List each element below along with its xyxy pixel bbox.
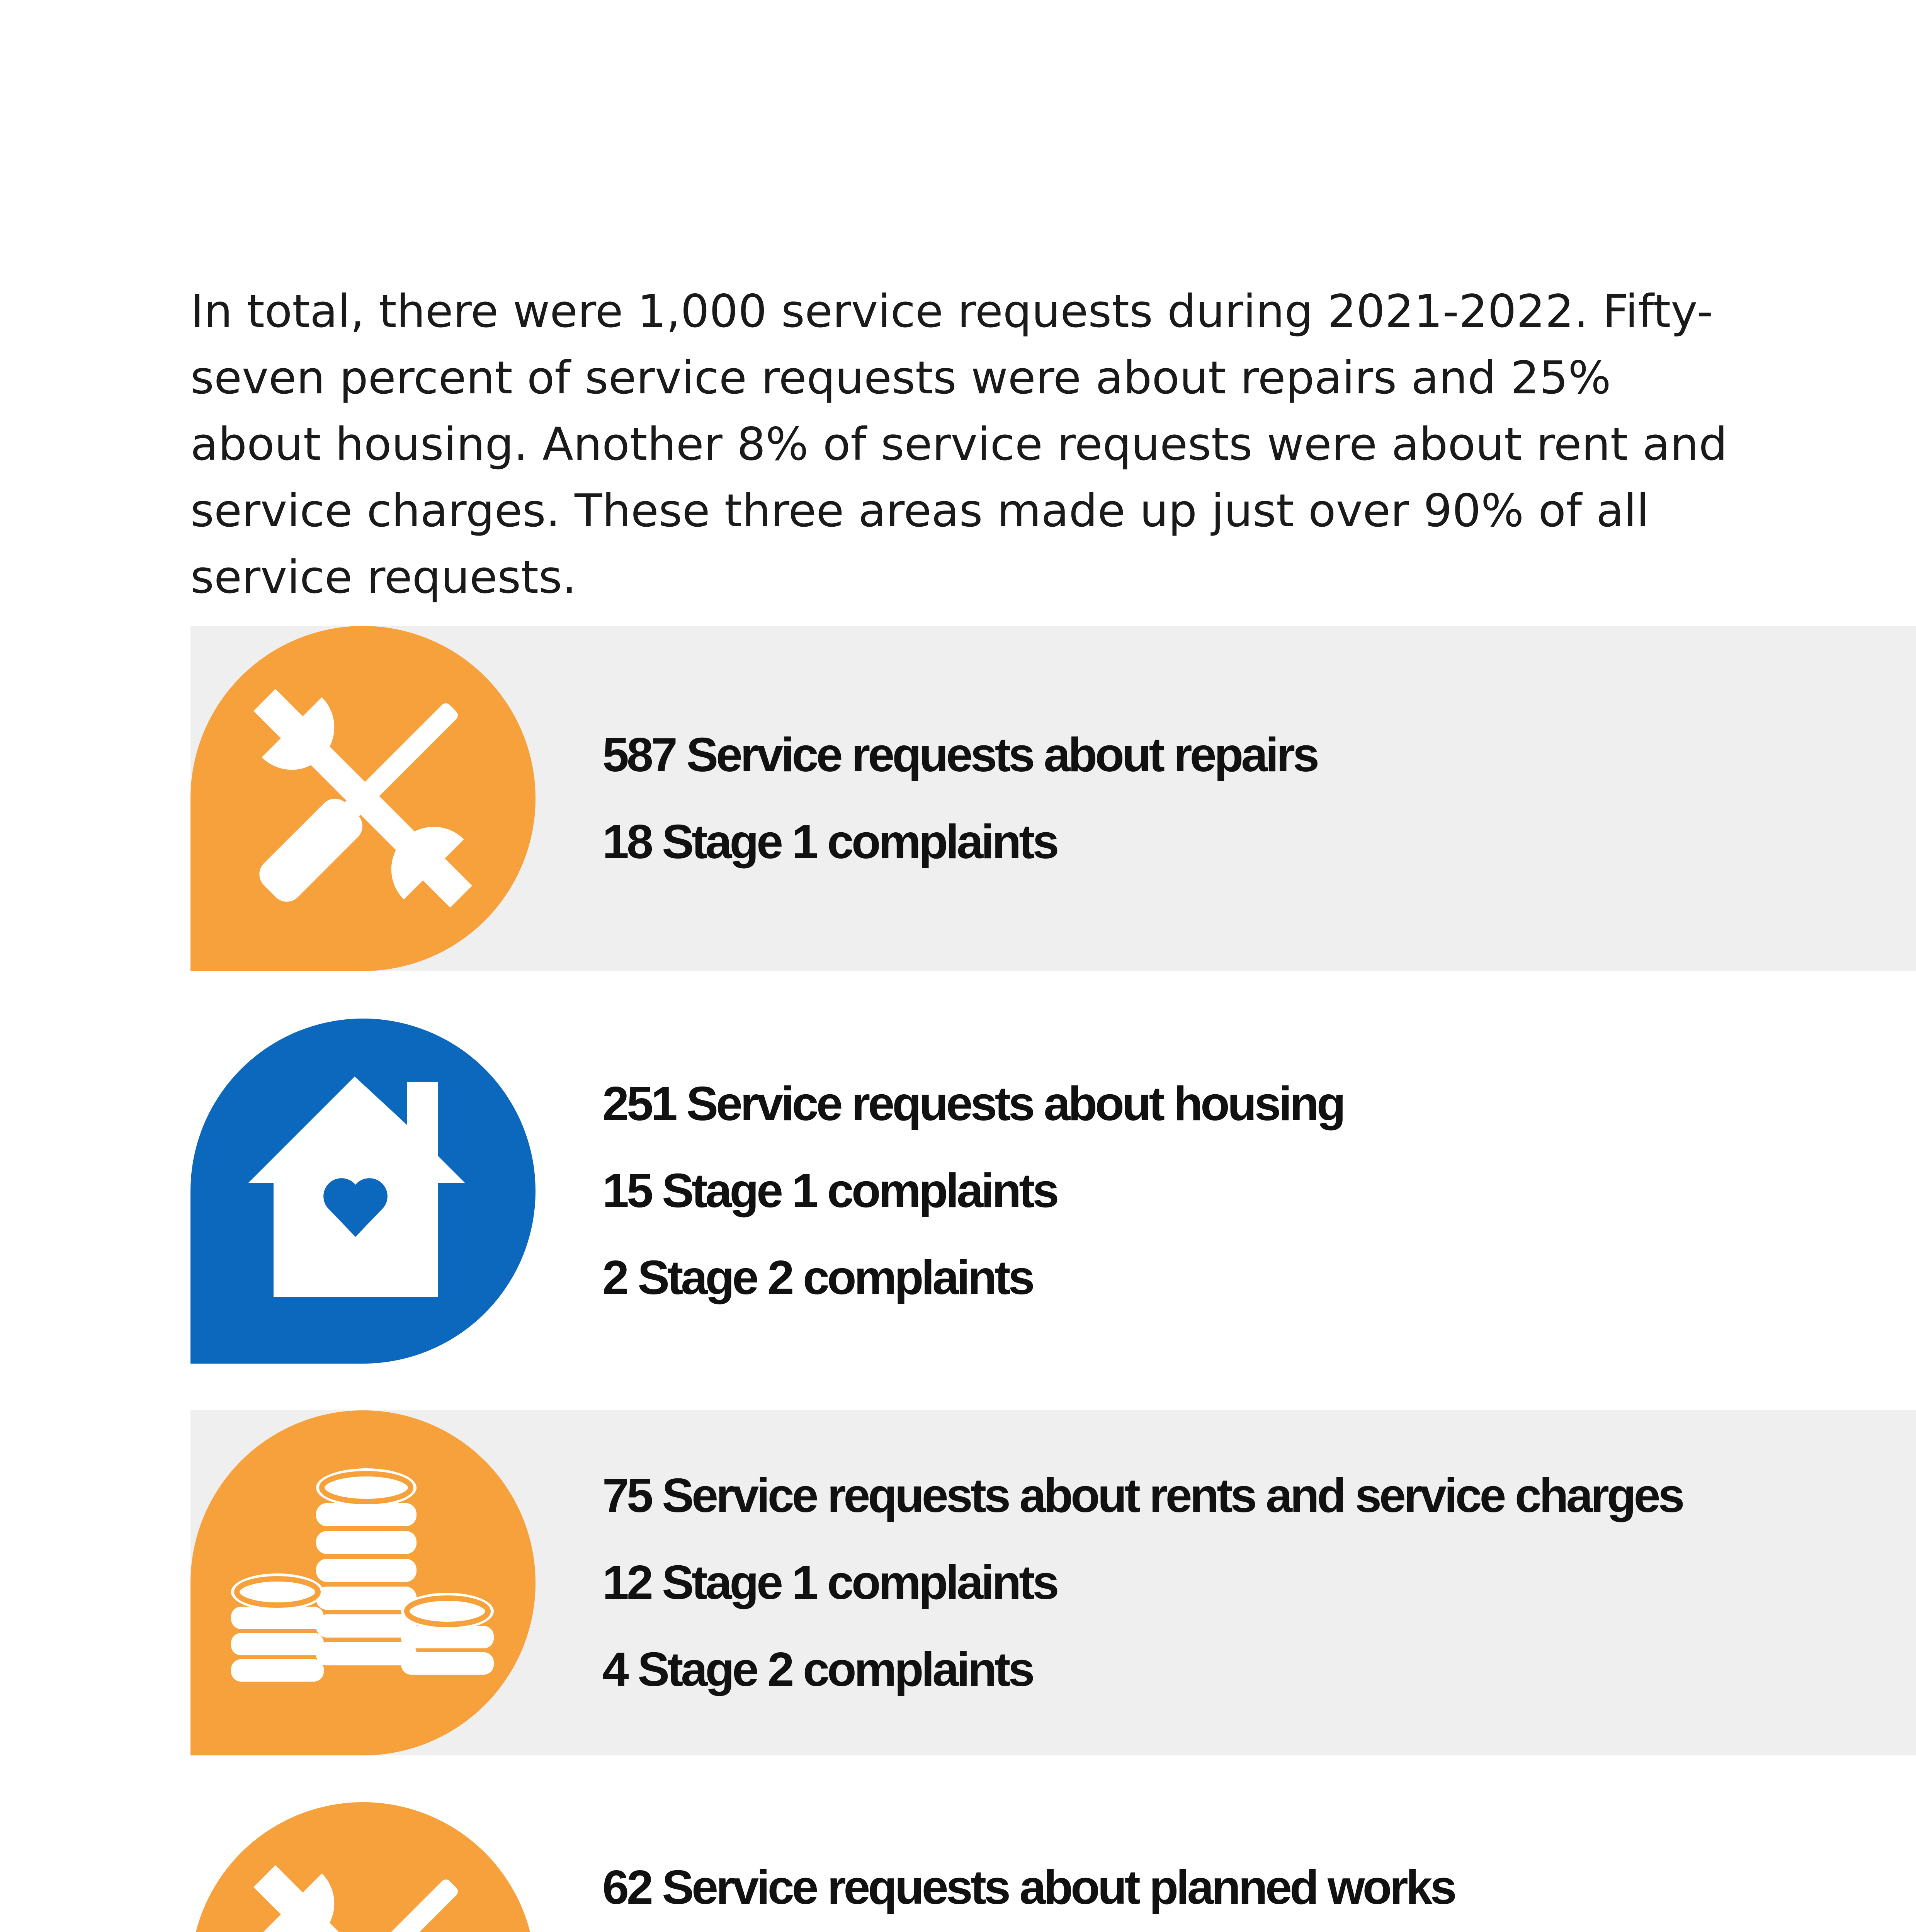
category-repairs xyxy=(190,626,1916,971)
stage2-complaints-text: 4 Stage 2 complaints xyxy=(602,1643,1033,1696)
house-heart-icon xyxy=(190,1019,536,1364)
category-rents xyxy=(190,1410,1916,1755)
intro-paragraph: In total, there were 1,000 service requests during 2021-2022. Fifty-seven percent of service requests were about repairs and 25% about housing. Another 8% of service requests were about rent and service charges. These three areas made up just over 90% of all service requests. xyxy=(190,285,1727,604)
category-housing xyxy=(190,1019,1916,1364)
requests-count-text: 587 Service requests about repairs xyxy=(602,728,1317,782)
requests-count-text: 251 Service requests about housing xyxy=(602,1077,1344,1131)
requests-count-text: 75 Service requests about rents and service charges xyxy=(602,1469,1683,1522)
stage1-complaints-text: 12 Stage 1 complaints xyxy=(602,1556,1057,1609)
coins-icon xyxy=(190,1410,536,1755)
tools-icon xyxy=(190,1802,536,1932)
requests-count-text: 62 Service requests about planned works xyxy=(602,1861,1455,1914)
stage2-complaints-text: 2 Stage 2 complaints xyxy=(602,1251,1033,1304)
stage1-complaints-text: 18 Stage 1 complaints xyxy=(602,815,1057,869)
category-planned-works xyxy=(190,1802,1916,1932)
stage1-complaints-text: 15 Stage 1 complaints xyxy=(602,1164,1057,1218)
tools-icon xyxy=(190,626,536,971)
